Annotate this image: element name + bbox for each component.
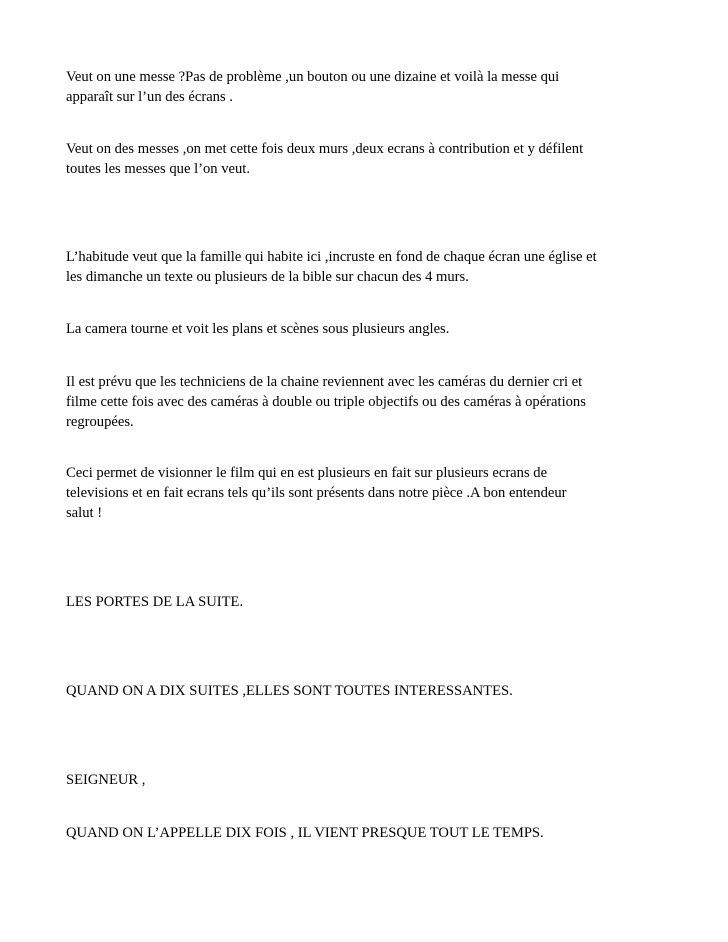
- paragraph-messe-bouton: [66, 67, 666, 107]
- text-line: televisions et en fait ecrans tels qu’ils sont présents dans notre pièce .A bon entendeur: [66, 485, 567, 501]
- text-line: LES PORTES DE LA SUITE.: [66, 594, 244, 610]
- paragraph-camera-tourne: [66, 319, 666, 339]
- text-line: salut !: [66, 505, 103, 521]
- line-appelle-dix-fois: [66, 823, 666, 843]
- text-line: apparaît sur l’un des écrans .: [66, 89, 233, 105]
- text-line: les dimanche un texte ou plusieurs de la bible sur chacun des 4 murs.: [66, 269, 469, 285]
- text-line: Il est prévu que les techniciens de la chaine reviennent avec les caméras du dernier cri et: [66, 374, 583, 390]
- text-line: filme cette fois avec des caméras à double ou triple objectifs ou des caméras à opérations: [66, 394, 586, 410]
- paragraph-techniciens: [66, 372, 666, 432]
- text-line: L’habitude veut que la famille qui habite ici ,incruste en fond de chaque écran une église et: [66, 249, 597, 265]
- text-line: La camera tourne et voit les plans et scènes sous plusieurs angles.: [66, 321, 450, 337]
- line-seigneur: [66, 770, 666, 790]
- text-line: Ceci permet de visionner le film qui en est plusieurs en fait sur plusieurs ecrans de: [66, 465, 548, 481]
- text-line: SEIGNEUR ,: [66, 772, 146, 788]
- paragraph-messes-murs: [66, 139, 666, 179]
- text-line: Veut on des messes ,on met cette fois deux murs ,deux ecrans à contribution et y défilent: [66, 141, 584, 157]
- text-line: QUAND ON L’APPELLE DIX FOIS , IL VIENT PRESQUE TOUT LE TEMPS.: [66, 825, 544, 841]
- text-line: toutes les messes que l’on veut.: [66, 161, 251, 177]
- line-dix-suites: [66, 681, 666, 701]
- paragraph-habitude-famille: [66, 247, 666, 287]
- heading-portes-suite: [66, 592, 666, 612]
- paragraph-visionner-film: [66, 463, 666, 523]
- text-line: Veut on une messe ?Pas de problème ,un bouton ou une dizaine et voilà la messe qui: [66, 69, 560, 85]
- text-line: regroupées.: [66, 414, 134, 430]
- text-line: QUAND ON A DIX SUITES ,ELLES SONT TOUTES INTERESSANTES.: [66, 683, 513, 699]
